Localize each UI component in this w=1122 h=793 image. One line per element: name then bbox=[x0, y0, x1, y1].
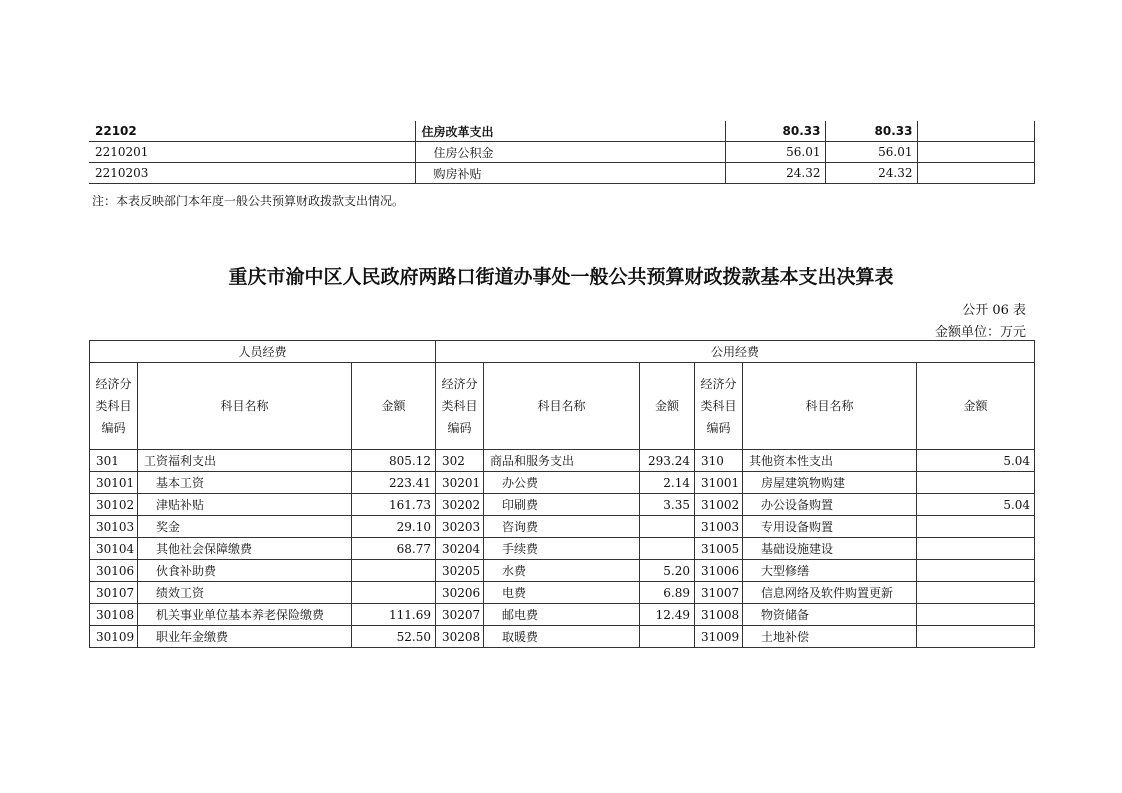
name-cell: 住房公积金 bbox=[415, 142, 725, 163]
code-cell: 31001 bbox=[695, 472, 743, 494]
amount-cell bbox=[917, 516, 1035, 538]
code-cell: 30109 bbox=[90, 626, 138, 648]
name-cell: 咨询费 bbox=[484, 516, 640, 538]
code-cell: 31005 bbox=[695, 538, 743, 560]
amount-cell bbox=[917, 582, 1035, 604]
amount-cell: 6.89 bbox=[640, 582, 695, 604]
top-table bbox=[89, 121, 1035, 184]
code-cell: 30107 bbox=[90, 582, 138, 604]
code-cell: 31003 bbox=[695, 516, 743, 538]
name-cell: 取暖费 bbox=[484, 626, 640, 648]
code-cell: 30207 bbox=[436, 604, 484, 626]
code-cell: 30202 bbox=[436, 494, 484, 516]
code-cell: 30205 bbox=[436, 560, 484, 582]
table-row bbox=[90, 538, 1035, 560]
amount-cell bbox=[917, 626, 1035, 648]
code-cell: 30102 bbox=[90, 494, 138, 516]
amount-cell: 5.04 bbox=[917, 450, 1035, 472]
name-cell: 津贴补贴 bbox=[138, 494, 352, 516]
amount-cell: 3.35 bbox=[640, 494, 695, 516]
name-cell: 职业年金缴费 bbox=[138, 626, 352, 648]
name-cell: 住房改革支出 bbox=[415, 121, 725, 142]
name-cell: 绩效工资 bbox=[138, 582, 352, 604]
code-cell: 30108 bbox=[90, 604, 138, 626]
code-cell: 30206 bbox=[436, 582, 484, 604]
code-cell: 31008 bbox=[695, 604, 743, 626]
table-note: 注：本表反映部门本年度一般公共预算财政拨款支出情况。 bbox=[92, 194, 405, 208]
col-code-header: 经济分类科目编码 bbox=[436, 363, 484, 450]
amount-cell: 5.20 bbox=[640, 560, 695, 582]
code-cell: 30204 bbox=[436, 538, 484, 560]
code-cell: 301 bbox=[90, 450, 138, 472]
name-cell: 土地补偿 bbox=[743, 626, 917, 648]
col-code-header: 经济分类科目编码 bbox=[695, 363, 743, 450]
name-cell: 机关事业单位基本养老保险缴费 bbox=[138, 604, 352, 626]
table-row bbox=[89, 163, 1034, 184]
name-cell: 工资福利支出 bbox=[138, 450, 352, 472]
amount-cell: 805.12 bbox=[352, 450, 436, 472]
amount-cell: 24.32 bbox=[825, 163, 917, 184]
code-cell: 30104 bbox=[90, 538, 138, 560]
amount-cell bbox=[917, 538, 1035, 560]
name-cell: 其他社会保障缴费 bbox=[138, 538, 352, 560]
amount-cell bbox=[352, 582, 436, 604]
code-cell: 30203 bbox=[436, 516, 484, 538]
amount-unit: 金额单位：万元 bbox=[934, 325, 1026, 340]
amount-cell: 56.01 bbox=[725, 142, 825, 163]
amount-cell: 12.49 bbox=[640, 604, 695, 626]
group-personnel-header: 人员经费 bbox=[90, 341, 436, 363]
amount-cell bbox=[917, 560, 1035, 582]
code-cell: 30201 bbox=[436, 472, 484, 494]
name-cell: 信息网络及软件购置更新 bbox=[743, 582, 917, 604]
code-cell: 2210201 bbox=[89, 142, 415, 163]
name-cell: 水费 bbox=[484, 560, 640, 582]
amount-cell: 24.32 bbox=[725, 163, 825, 184]
code-cell: 31006 bbox=[695, 560, 743, 582]
table-row bbox=[90, 560, 1035, 582]
amount-cell bbox=[640, 538, 695, 560]
col-code-header: 经济分类科目编码 bbox=[90, 363, 138, 450]
col-name-header: 科目名称 bbox=[484, 363, 640, 450]
code-cell: 31009 bbox=[695, 626, 743, 648]
amount-cell: 2.14 bbox=[640, 472, 695, 494]
amount-cell bbox=[917, 142, 1034, 163]
table-row bbox=[90, 472, 1035, 494]
code-cell: 30101 bbox=[90, 472, 138, 494]
name-cell: 其他资本性支出 bbox=[743, 450, 917, 472]
table-row bbox=[90, 582, 1035, 604]
amount-cell bbox=[917, 163, 1034, 184]
amount-cell: 293.24 bbox=[640, 450, 695, 472]
table-row bbox=[90, 604, 1035, 626]
form-number: 公开 06 表 bbox=[962, 303, 1026, 318]
name-cell: 房屋建筑物购建 bbox=[743, 472, 917, 494]
name-cell: 基础设施建设 bbox=[743, 538, 917, 560]
col-name-header: 科目名称 bbox=[743, 363, 917, 450]
table-row bbox=[89, 121, 1034, 142]
table-row bbox=[90, 494, 1035, 516]
amount-cell: 111.69 bbox=[352, 604, 436, 626]
amount-cell bbox=[917, 472, 1035, 494]
amount-cell: 223.41 bbox=[352, 472, 436, 494]
col-amount-header: 金额 bbox=[640, 363, 695, 450]
col-amount-header: 金额 bbox=[352, 363, 436, 450]
table-row bbox=[89, 142, 1034, 163]
amount-cell bbox=[917, 121, 1034, 142]
name-cell: 商品和服务支出 bbox=[484, 450, 640, 472]
col-amount-header: 金额 bbox=[917, 363, 1035, 450]
amount-cell: 80.33 bbox=[825, 121, 917, 142]
name-cell: 印刷费 bbox=[484, 494, 640, 516]
name-cell: 大型修缮 bbox=[743, 560, 917, 582]
code-cell: 30208 bbox=[436, 626, 484, 648]
amount-cell bbox=[640, 516, 695, 538]
table-row bbox=[90, 626, 1035, 648]
code-cell: 2210203 bbox=[89, 163, 415, 184]
code-cell: 302 bbox=[436, 450, 484, 472]
code-cell: 31002 bbox=[695, 494, 743, 516]
name-cell: 专用设备购置 bbox=[743, 516, 917, 538]
name-cell: 电费 bbox=[484, 582, 640, 604]
amount-cell bbox=[352, 560, 436, 582]
amount-cell bbox=[917, 604, 1035, 626]
table-row bbox=[90, 516, 1035, 538]
code-cell: 30106 bbox=[90, 560, 138, 582]
code-cell: 30103 bbox=[90, 516, 138, 538]
table-row bbox=[90, 450, 1035, 472]
col-name-header: 科目名称 bbox=[138, 363, 352, 450]
amount-cell: 52.50 bbox=[352, 626, 436, 648]
group-public-header: 公用经费 bbox=[436, 341, 1035, 363]
name-cell: 奖金 bbox=[138, 516, 352, 538]
name-cell: 办公费 bbox=[484, 472, 640, 494]
group-header-row bbox=[90, 341, 1035, 363]
amount-cell: 80.33 bbox=[725, 121, 825, 142]
code-cell: 310 bbox=[695, 450, 743, 472]
amount-cell: 29.10 bbox=[352, 516, 436, 538]
amount-cell: 161.73 bbox=[352, 494, 436, 516]
main-table bbox=[89, 340, 1035, 648]
amount-cell: 56.01 bbox=[825, 142, 917, 163]
name-cell: 基本工资 bbox=[138, 472, 352, 494]
code-cell: 22102 bbox=[89, 121, 415, 142]
name-cell: 办公设备购置 bbox=[743, 494, 917, 516]
column-header-row bbox=[90, 363, 1035, 450]
name-cell: 购房补贴 bbox=[415, 163, 725, 184]
name-cell: 手续费 bbox=[484, 538, 640, 560]
name-cell: 伙食补助费 bbox=[138, 560, 352, 582]
amount-cell bbox=[640, 626, 695, 648]
page-title: 重庆市渝中区人民政府两路口街道办事处一般公共预算财政拨款基本支出决算表 bbox=[228, 266, 894, 288]
code-cell: 31007 bbox=[695, 582, 743, 604]
name-cell: 物资储备 bbox=[743, 604, 917, 626]
amount-cell: 5.04 bbox=[917, 494, 1035, 516]
name-cell: 邮电费 bbox=[484, 604, 640, 626]
amount-cell: 68.77 bbox=[352, 538, 436, 560]
